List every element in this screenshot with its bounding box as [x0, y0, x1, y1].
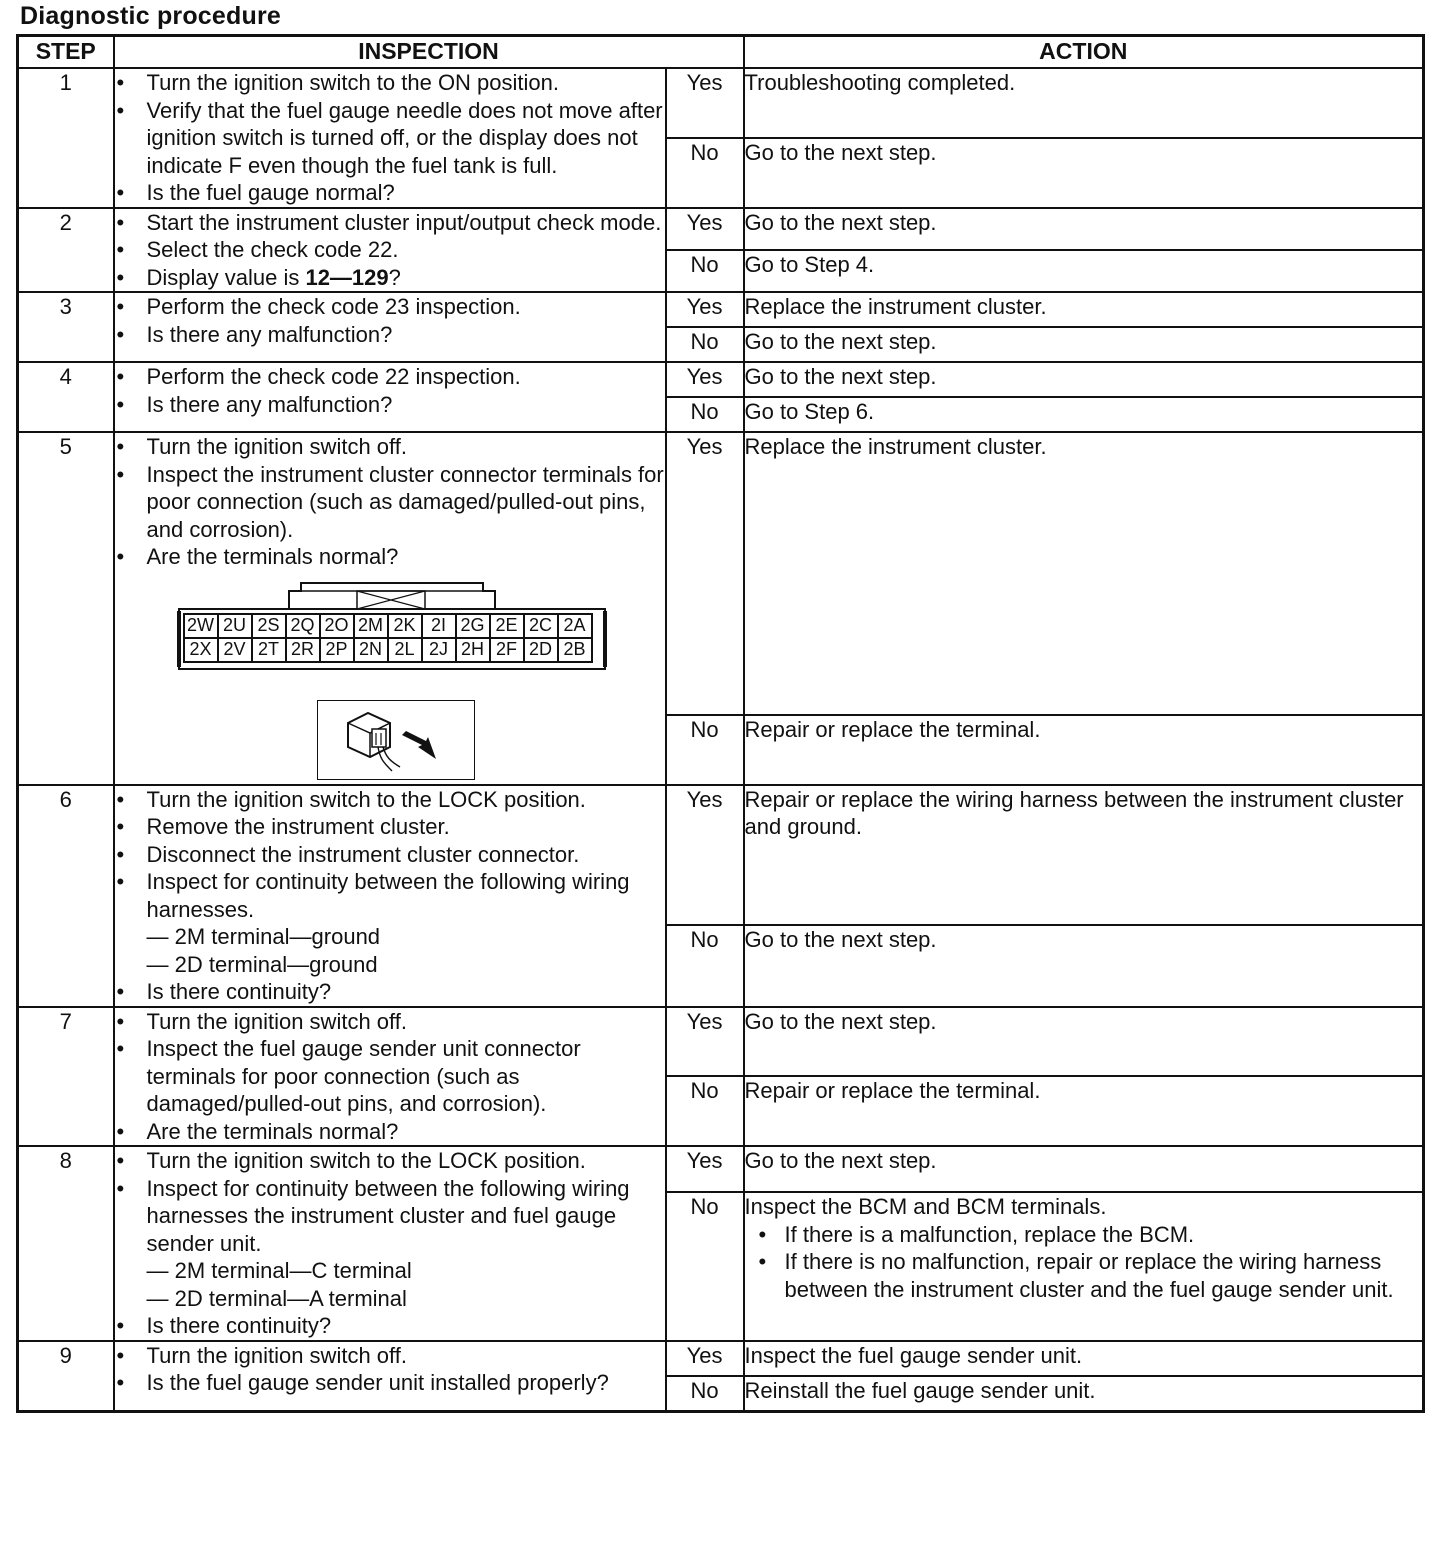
- inspection-item: • Is there continuity?: [115, 1312, 665, 1340]
- pin: 2O: [320, 614, 354, 638]
- yes-label: Yes: [666, 1146, 744, 1192]
- no-action: Go to the next step.: [744, 925, 1424, 1007]
- inspection-item: • Turn the ignition switch to the LOCK position.: [115, 786, 665, 814]
- connector-diagram: [177, 581, 607, 676]
- step-number: 9: [18, 1341, 114, 1412]
- no-label: No: [666, 925, 744, 1007]
- no-action: Repair or replace the terminal.: [744, 715, 1424, 785]
- no-action: Go to the next step.: [744, 327, 1424, 362]
- step-number: 8: [18, 1146, 114, 1341]
- terminal-pair: — 2M terminal—ground: [146, 924, 381, 949]
- step-1-row: [18, 68, 1424, 138]
- step-4-row: [18, 362, 1424, 397]
- pin: 2E: [490, 614, 524, 638]
- yes-label: Yes: [666, 785, 744, 925]
- no-label: No: [666, 327, 744, 362]
- step-3-row: [18, 292, 1424, 327]
- pin: 2L: [388, 638, 422, 662]
- pin: 2D: [524, 638, 558, 662]
- diagnostic-table: [16, 34, 1425, 1413]
- step-number: 1: [18, 68, 114, 208]
- pin: 2I: [422, 614, 456, 638]
- pin: 2V: [218, 638, 252, 662]
- step-7-inspection: [114, 1007, 666, 1147]
- page-title: Diagnostic procedure: [20, 2, 281, 30]
- connector-pin-grid: [183, 613, 593, 663]
- pin: 2W: [184, 614, 218, 638]
- step-number: 6: [18, 785, 114, 1007]
- step-8-inspection: [114, 1146, 666, 1341]
- connector-figure: [115, 571, 665, 784]
- yes-action: Inspect the fuel gauge sender unit.: [744, 1341, 1424, 1376]
- inspection-item: • Turn the ignition switch to the LOCK position.: [115, 1147, 665, 1175]
- inspection-item: • Are the terminals normal?: [115, 543, 665, 571]
- inspection-item: • Perform the check code 23 inspection.: [115, 293, 665, 321]
- pin: 2T: [252, 638, 286, 662]
- inspection-item: • Is there continuity?: [115, 978, 665, 1006]
- yes-action: Troubleshooting completed.: [744, 68, 1424, 138]
- inspection-item: • Turn the ignition switch to the ON position.: [115, 69, 665, 97]
- no-label: No: [666, 1376, 744, 1412]
- no-label: No: [666, 715, 744, 785]
- pin: 2R: [286, 638, 320, 662]
- inspection-item: • Inspect for continuity between the following wiring harnesses the instrument cluster and fuel gauge sender unit.: [115, 1175, 665, 1258]
- inspection-item: • Select the check code 22.: [115, 236, 665, 264]
- pin: 2K: [388, 614, 422, 638]
- header-inspection: INSPECTION: [114, 36, 744, 69]
- no-label: No: [666, 1076, 744, 1146]
- step-number: 4: [18, 362, 114, 432]
- yes-action: Go to the next step.: [744, 208, 1424, 250]
- yes-label: Yes: [666, 362, 744, 397]
- pin: 2P: [320, 638, 354, 662]
- pin: 2B: [558, 638, 592, 662]
- pin: 2G: [456, 614, 490, 638]
- no-action: Go to Step 6.: [744, 397, 1424, 432]
- inspection-text: Display value is: [146, 264, 306, 290]
- no-action-cell: [744, 1192, 1424, 1340]
- no-action: Reinstall the fuel gauge sender unit.: [744, 1376, 1424, 1412]
- inspection-item: • Perform the check code 22 inspection.: [115, 363, 665, 391]
- step-6-row: [18, 785, 1424, 925]
- step-2-row: [18, 208, 1424, 250]
- yes-label: Yes: [666, 292, 744, 327]
- inspection-item: [115, 264, 665, 292]
- inspection-item: • Is the fuel gauge sender unit installed properly?: [115, 1369, 665, 1397]
- terminal-pair: — 2D terminal—A terminal: [146, 1285, 407, 1311]
- pin: 2N: [354, 638, 388, 662]
- yes-action: Go to the next step.: [744, 362, 1424, 397]
- inspection-item: • Remove the instrument cluster.: [115, 813, 665, 841]
- display-value-range: 12—129: [305, 264, 389, 290]
- pin: 2F: [490, 638, 524, 662]
- pin: 2A: [558, 614, 592, 638]
- header-step: STEP: [18, 36, 114, 69]
- inspection-item: • Is the fuel gauge normal?: [115, 179, 665, 207]
- no-label: No: [666, 250, 744, 292]
- no-label: No: [666, 397, 744, 432]
- step-8-row: [18, 1146, 1424, 1192]
- step-number: 2: [18, 208, 114, 293]
- pin: 2Q: [286, 614, 320, 638]
- inspection-item: • Verify that the fuel gauge needle does not move after ignition switch is turned off, or the display does not indicate F even though the fuel tank is full.: [115, 97, 665, 180]
- action-item: • If there is no malfunction, repair or replace the wiring harness between the instrument cluster and the fuel gauge sender unit.: [745, 1248, 1423, 1303]
- pin-row-bottom: [184, 638, 592, 662]
- no-action: Repair or replace the terminal.: [744, 1076, 1424, 1146]
- pin: 2J: [422, 638, 456, 662]
- connector-inspection-icon: [318, 701, 474, 779]
- terminal-pair: — 2M terminal—C terminal: [146, 1258, 412, 1283]
- no-action: Go to Step 4.: [744, 250, 1424, 292]
- inspection-item: • Disconnect the instrument cluster connector.: [115, 841, 665, 869]
- inspection-item: • Inspect the fuel gauge sender unit connector terminals for poor connection (such as damaged/pulled-out pins, and corrosion).: [115, 1035, 665, 1118]
- action-item: • If there is a malfunction, replace the BCM.: [745, 1221, 1423, 1249]
- step-number: 3: [18, 292, 114, 362]
- step-2-inspection: [114, 208, 666, 293]
- pin: 2S: [252, 614, 286, 638]
- no-action: Inspect the BCM and BCM terminals.: [744, 1194, 1107, 1220]
- step-5-row: [18, 432, 1424, 715]
- yes-action: Go to the next step.: [744, 1146, 1424, 1192]
- yes-action: Go to the next step.: [744, 1007, 1424, 1077]
- inspection-item: • Turn the ignition switch off.: [115, 1342, 665, 1370]
- pin: 2U: [218, 614, 252, 638]
- inspection-item: • Is there any malfunction?: [115, 391, 665, 419]
- inspection-text: ?: [388, 264, 401, 290]
- yes-label: Yes: [666, 1007, 744, 1077]
- step-5-inspection: [114, 432, 666, 785]
- step-9-row: [18, 1341, 1424, 1376]
- pin: 2H: [456, 638, 490, 662]
- yes-action: Replace the instrument cluster.: [744, 292, 1424, 327]
- terminal-pair: — 2D terminal—ground: [146, 951, 378, 977]
- pin: 2X: [184, 638, 218, 662]
- step-4-inspection: [114, 362, 666, 432]
- step-number: 7: [18, 1007, 114, 1147]
- no-label: No: [666, 138, 744, 208]
- yes-label: Yes: [666, 432, 744, 715]
- step-6-inspection: [114, 785, 666, 1007]
- inspection-item: • Inspect the instrument cluster connector terminals for poor connection (such as damaged/pulled-out pins, and corrosion).: [115, 461, 665, 544]
- no-action: Go to the next step.: [744, 138, 1424, 208]
- yes-label: Yes: [666, 208, 744, 250]
- yes-action: Repair or replace the wiring harness between the instrument cluster and ground.: [744, 785, 1424, 925]
- inspection-item: • Start the instrument cluster input/output check mode.: [115, 209, 665, 237]
- step-3-inspection: [114, 292, 666, 362]
- harness-side-connector-icon: [317, 700, 475, 780]
- header-action: ACTION: [744, 36, 1424, 69]
- inspection-item: • Is there any malfunction?: [115, 321, 665, 349]
- step-number: 5: [18, 432, 114, 785]
- step-7-row: [18, 1007, 1424, 1077]
- inspection-item: • Inspect for continuity between the following wiring harnesses.: [115, 868, 665, 923]
- yes-label: Yes: [666, 68, 744, 138]
- step-1-inspection: [114, 68, 666, 208]
- inspection-item: • Turn the ignition switch off.: [115, 433, 665, 461]
- yes-label: Yes: [666, 1341, 744, 1376]
- inspection-item: • Turn the ignition switch off.: [115, 1008, 665, 1036]
- inspection-item: • Are the terminals normal?: [115, 1118, 665, 1146]
- pin: 2M: [354, 614, 388, 638]
- step-9-inspection: [114, 1341, 666, 1412]
- pin-row-top: [184, 614, 592, 638]
- header-row: [18, 36, 1424, 69]
- no-label: No: [666, 1192, 744, 1340]
- yes-action: Replace the instrument cluster.: [744, 432, 1424, 715]
- pin: 2C: [524, 614, 558, 638]
